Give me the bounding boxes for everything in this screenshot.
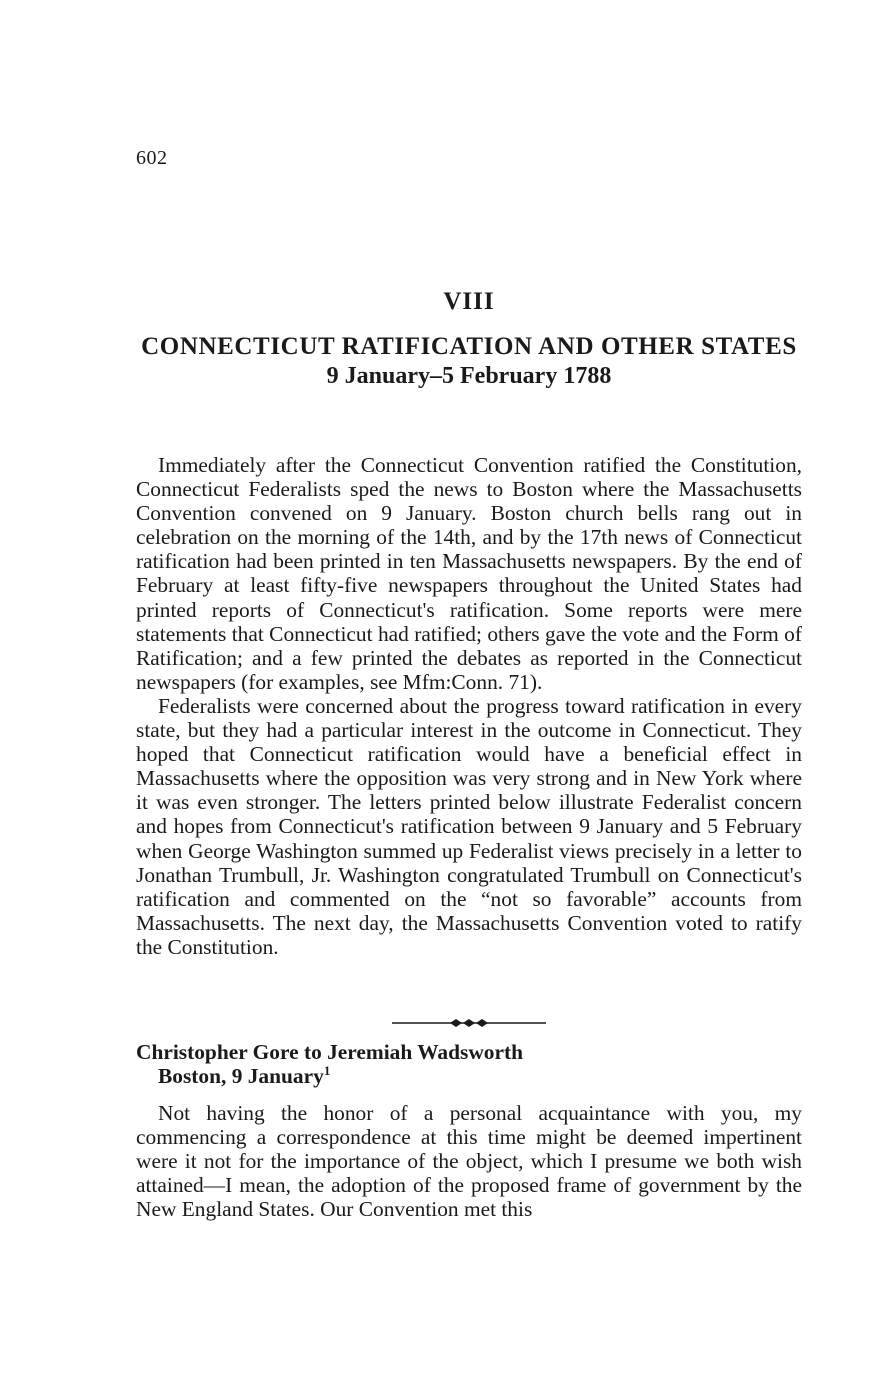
letter-place-text: Boston, 9 January — [158, 1064, 324, 1088]
chapter-dates: 9 January–5 February 1788 — [326, 363, 612, 389]
letter-heading — [136, 1040, 802, 1088]
chapter-title: CONNECTICUT RATIFICATION AND OTHER STATES — [141, 333, 797, 360]
chapter-number: VIII — [443, 288, 495, 315]
intro-text — [136, 453, 802, 959]
intro-paragraph: Federalists were concerned about the progress toward ratification in every state, but they had a particular interest in the outcome in Connecticut. They hoped that Connecticut ratification would have a beneficial effect in Massachusetts where the opposition was very strong and in New York where it was even stronger. The letters printed below illustrate Federalist concern and hopes from Connecticut's ratification between 9 January and 5 February when George Washington summed up Federalist views precisely in a letter to Jonathan Trumbull, Jr. Washington congratulated Trumbull on Connecticut's ratification and commented on the “not so favorable” accounts from Massachusetts. The next day, the Massachusetts Convention voted to ratify the Constitution. — [136, 693, 802, 959]
intro-paragraph: Immediately after the Connecticut Convention ratified the Constitution, Connecticut Federalists sped the news to Boston where the Massachusetts Convention convened on 9 January. Boston church bells rang out in celebration on the morning of the 14th, and by the 17th news of Connecticut ratification had been printed in ten Massachusetts newspapers. By the end of February at least fifty-five newspapers throughout the United States had printed reports of Connecticut's ratification. Some reports were mere statements that Connecticut had ratified; others gave the vote and the Form of Ratification; and a few printed the debates as reported in the Connecticut newspapers (for examples, see Mfm:Conn. 71). — [136, 453, 802, 694]
ornament-divider — [392, 1015, 546, 1031]
page-number: 602 — [136, 147, 168, 169]
letter-title: Christopher Gore to Jeremiah Wadsworth — [136, 1040, 524, 1064]
chapter-heading — [136, 284, 802, 390]
footnote-reference: 1 — [323, 1062, 331, 1078]
letter-place-date — [136, 1064, 802, 1088]
letter-paragraph: Not having the honor of a personal acquaintance with you, my commencing a correspondence at this time might be deemed impertinent were it not for the importance of the object, which I presume we both wish attained—I mean, the adoption of the proposed frame of government by the New England States. Our Convention met this — [136, 1101, 802, 1222]
letter-body — [136, 1101, 802, 1221]
